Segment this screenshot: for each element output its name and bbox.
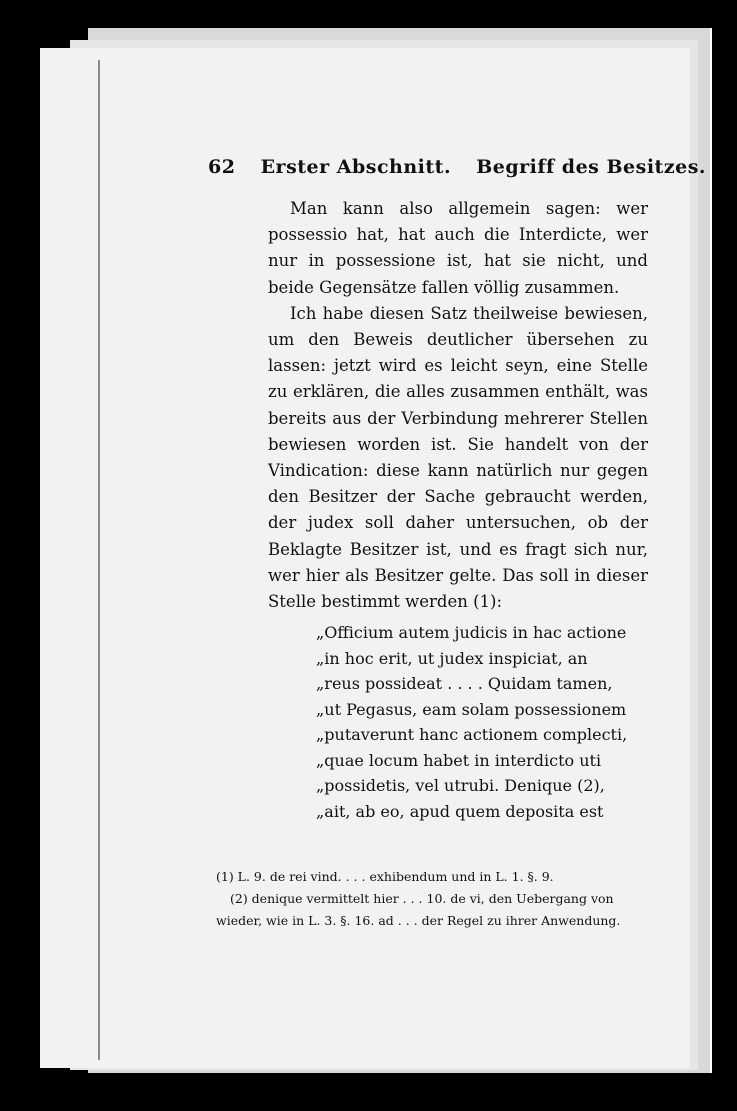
quote-line: „reus possideat . . . . Quidam tamen,	[316, 674, 613, 693]
quote-line: „Officium autem judicis in hac actione	[316, 623, 627, 642]
quote-line: „putaverunt hanc actionem complecti,	[316, 725, 628, 744]
page-edge	[98, 60, 100, 1060]
paragraph-2: Ich habe diesen Satz theilweise bewiesen, um den Beweis deutlicher übersehen zu lassen: jetzt wird es leicht seyn, eine Stelle zu erklären, die alles zusammen enthält, was bereits aus der Verbindung mehrerer Stellen bewiesen worden ist. Sie handelt von der Vindication: diese kann natürlich nur gegen den Besitzer der Sache gebraucht werden, der judex soll daher untersuchen, ob der Beklagte Besitzer ist, und es fragt sich nur, wer hier als Besitzer gelte. Das soll in dieser Stelle bestimmt werden (1):	[268, 303, 648, 612]
main-text	[268, 196, 648, 615]
section-label: Erster Abschnitt.	[260, 156, 452, 178]
footnotes	[216, 866, 646, 932]
chapter-title: Begriff des Besitzes.	[476, 156, 707, 178]
footnote-2: (2) denique vermittelt hier . . . 10. de vi, den Uebergang von	[230, 891, 614, 906]
latin-quotation	[316, 620, 642, 824]
running-header	[208, 156, 706, 178]
footnote-2-continuation: wieder, wie in L. 3. §. 16. ad . . . der Regel zu ihrer Anwendung.	[216, 913, 621, 928]
page-number: 62	[208, 156, 236, 178]
footnote-1: (1) L. 9. de rei vind. . . . exhibendum und in L. 1. §. 9.	[216, 869, 554, 884]
quote-line: „in hoc erit, ut judex inspiciat, an	[316, 648, 588, 668]
quote-line: „quae locum habet in interdicto uti	[316, 750, 602, 770]
paragraph-1: Man kann also allgemein sagen: wer possessio hat, hat auch die Interdicte, wer nur in possessione ist, hat sie nicht, und beide Gegensätze fallen völlig zusammen.	[268, 199, 648, 297]
quote-line: „ait, ab eo, apud quem deposita est	[316, 801, 604, 821]
quote-line: „possidetis, vel utrubi. Denique (2),	[316, 776, 605, 795]
quote-line: „ut Pegasus, eam solam possessionem	[316, 699, 627, 719]
